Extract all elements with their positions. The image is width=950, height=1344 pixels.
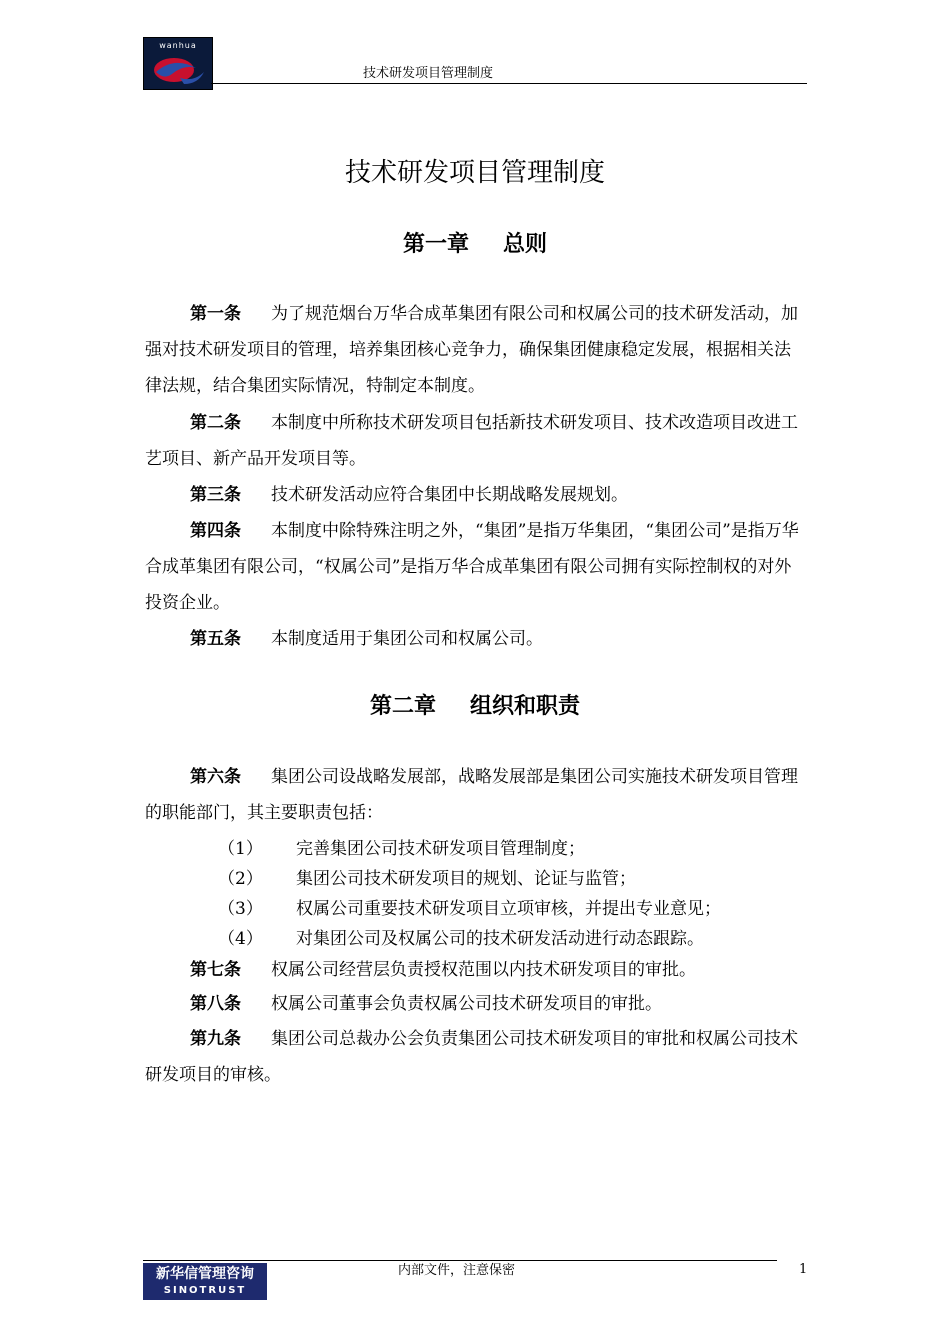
article-paragraph [145, 405, 807, 477]
list-item-number: （2） [218, 869, 263, 889]
consultancy-logo-cn: 新华信管理咨询 [156, 1266, 254, 1282]
article-text: 技术研发活动应符合集团中长期战略发展规划。 [271, 485, 628, 505]
company-logo-text: wanhua [159, 41, 197, 50]
list-item [218, 834, 585, 864]
article-text: 权属公司经营层负责授权范围以内技术研发项目的审批。 [271, 960, 696, 980]
list-item-number: （4） [218, 929, 263, 949]
article-text: 集团公司设战略发展部，战略发展部是集团公司实施技术研发项目管理的职能部门，其主要职责包括： [145, 767, 798, 823]
chapter-number: 第一章 [402, 232, 469, 257]
consultancy-logo [143, 1263, 267, 1300]
chapter-heading [0, 692, 950, 722]
article-text: 集团公司总裁办公会负责集团公司技术研发项目的审批和权属公司技术研发项目的审核。 [145, 1029, 798, 1085]
article-label: 第四条 [190, 521, 241, 541]
article-label: 第二条 [190, 413, 241, 433]
list-item-text: 对集团公司及权属公司的技术研发活动进行动态跟踪。 [296, 929, 704, 949]
list-item [218, 864, 636, 894]
list-item-text: 权属公司重要技术研发项目立项审核，并提出专业意见； [296, 899, 721, 919]
list-item [218, 894, 721, 924]
article-label: 第三条 [190, 485, 241, 505]
consultancy-logo-en: SINOTRUST [163, 1285, 247, 1296]
article-label: 第九条 [190, 1029, 241, 1049]
footer-divider [143, 1260, 777, 1261]
article-text: 权属公司董事会负责权属公司技术研发项目的审批。 [271, 994, 662, 1014]
article-paragraph [145, 952, 807, 988]
chapter-name: 总则 [503, 232, 548, 257]
list-item [218, 924, 704, 954]
article-text: 本制度中所称技术研发项目包括新技术研发项目、技术改造项目改进工艺项目、新产品开发项目等。 [145, 413, 798, 469]
company-logo-emblem-icon [144, 38, 212, 89]
article-paragraph [145, 296, 807, 404]
chapter-name: 组织和职责 [470, 694, 581, 719]
article-paragraph [145, 477, 807, 513]
article-text: 本制度适用于集团公司和权属公司。 [271, 629, 543, 649]
article-paragraph [145, 513, 807, 621]
article-paragraph [145, 621, 807, 657]
article-paragraph [145, 986, 807, 1022]
article-label: 第六条 [190, 767, 241, 787]
article-label: 第五条 [190, 629, 241, 649]
confidential-notice: 内部文件，注意保密 [398, 1263, 516, 1278]
chapter-heading [0, 230, 950, 260]
article-paragraph [145, 759, 807, 831]
list-item-number: （1） [218, 839, 263, 859]
list-item-text: 完善集团公司技术研发项目管理制度； [296, 839, 585, 859]
list-item-number: （3） [218, 899, 263, 919]
article-label: 第八条 [190, 994, 241, 1014]
header-divider [211, 83, 807, 84]
list-item-text: 集团公司技术研发项目的规划、论证与监管； [296, 869, 636, 889]
chapter-number: 第二章 [369, 694, 436, 719]
article-text: 为了规范烟台万华合成革集团有限公司和权属公司的技术研发活动，加强对技术研发项目的管理，培养集团核心竞争力，确保集团健康稳定发展，根据相关法律法规，结合集团实际情况，特制定本制度。 [145, 304, 798, 396]
page-number: 1 [799, 1262, 808, 1277]
running-header-title: 技术研发项目管理制度 [363, 66, 494, 81]
company-logo [143, 37, 213, 90]
article-label: 第七条 [190, 960, 241, 980]
document-title: 技术研发项目管理制度 [344, 158, 605, 188]
article-label: 第一条 [190, 304, 241, 324]
article-paragraph [145, 1021, 807, 1093]
article-text: 本制度中除特殊注明之外，“集团”是指万华集团，“集团公司”是指万华合成革集团有限公司，“权属公司”是指万华合成革集团有限公司拥有实际控制权的对外投资企业。 [145, 521, 799, 613]
